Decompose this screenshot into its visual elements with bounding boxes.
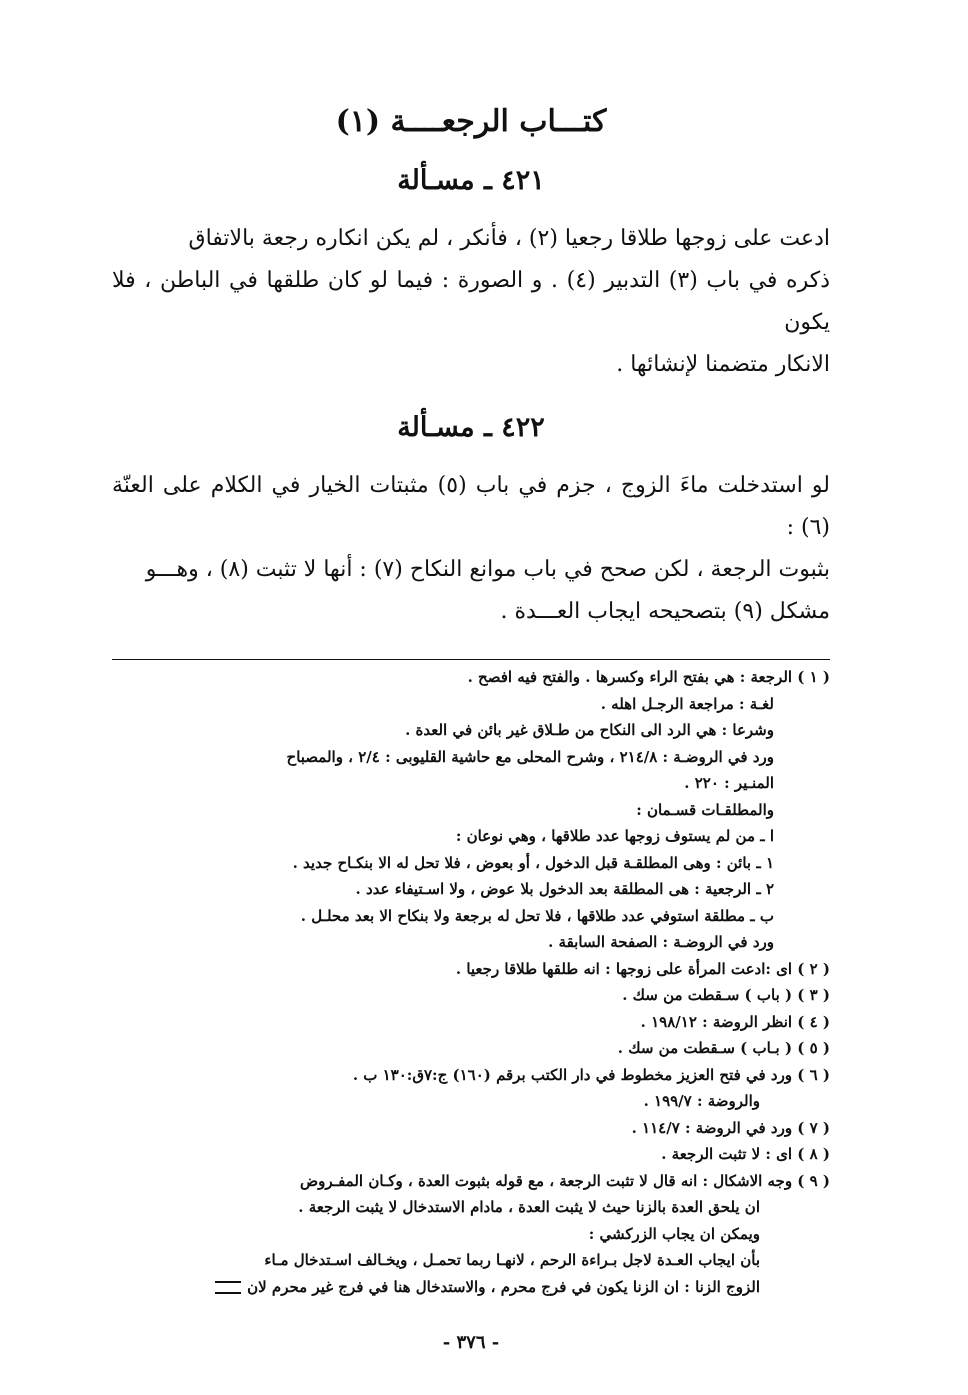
footnote-line: ( ٨ ) اى : لا تثبت الرجعة . <box>661 1145 830 1163</box>
text-line: الانكار متضمنا لإنشائها . <box>616 352 830 377</box>
footnote-line: ( ٥ ) ( بـاب ) سـقطت من سك . <box>617 1039 830 1057</box>
footnote-line: الزوج الزنا : ان الزنا يكون في فرج محرم ، والاستدخال هنا في فرج غير محرم لان <box>112 1274 830 1301</box>
footnote-line: ويمكن ان يجاب الزركشي : <box>588 1224 760 1243</box>
page-number: - ٣٧٦ - <box>442 1332 500 1353</box>
text-line: مشكل (٩) بتصحيحه ايجاب العـــدة . <box>500 599 830 624</box>
masala-heading-422: ٤٢٢ ـ مسـألة <box>397 412 545 443</box>
text-line: ادعت على زوجها طلاقا رجعيا (٢) ، فأنكر ، لم يكن انكاره رجعة بالاتفاق <box>188 226 830 251</box>
book-title: كتـــاب الرجعــــة (١) <box>335 104 607 139</box>
footnote-line: ( ١ ) الرجعة : هي بفتح الراء وكسرها . والفتح فيه افصح . <box>467 668 830 686</box>
footnote-line: لغـة : مراجعة الرجـل اهله . <box>600 694 774 713</box>
document-page <box>112 92 830 1353</box>
footnote-divider <box>112 659 830 660</box>
footnote-line: ٢ ـ الرجعية : هى المطلقة بعد الدخول بلا عوض ، ولا اسـتيفاء عدد . <box>355 880 774 898</box>
footnote-line: ( ٧ ) ورد في الروضة : ١١٤/٧ . <box>631 1118 830 1137</box>
footnote-line: ( ٣ ) ( باب ) سـقطت من سك . <box>622 986 830 1004</box>
continuation-mark <box>215 1281 241 1294</box>
masala-421-text <box>112 218 830 386</box>
footnote-line: والروضة : ١٩٩/٧ . <box>643 1092 760 1110</box>
text-line: لو استدخلت ماءَ الزوج ، جزم في باب (٥) مثبتات الخيار في الكلام على العنّة (٦) : <box>112 473 830 540</box>
masala-heading-421: ٤٢١ ـ مسـألة <box>397 165 545 196</box>
footnote-line: والمطلقـات قسـمان : <box>636 800 774 819</box>
masala-422-text <box>112 465 830 633</box>
footnote-line: ب ـ مطلقة استوفي عدد طلاقها ، فلا تحل له برجعة ولا بنكاح الا بعد محلـل . <box>300 906 774 925</box>
footnote-line: ورد في الروضـة : ٢١٤/٨ ، وشرح المحلى مع حاشية القليوبى : ٢/٤ ، والمصباح <box>286 747 774 766</box>
footnote-line: وشرعا : هي الرد الى النكاح من طـلاق غير بائن في العدة . <box>405 721 774 739</box>
footnote-line: ا ـ من لم يستوف زوجها عدد طلاقها ، وهي نوعان : <box>455 827 774 845</box>
footnote-line: بأن ايجاب العـدة لاجل بـراءة الرحم ، لانهـا ربما تحمـل ، ويخـالف اسـتدخال مـاء <box>264 1251 760 1269</box>
text-line: ذكره في باب (٣) التدبير (٤) . و الصورة : فيما لو كان طلقها في الباطن ، فلا يكون <box>112 268 830 335</box>
footnote-line: ( ٦ ) ورد في فتح العزيز مخطوط في دار الكتب برقم (١٦٠) ج:٧ق:١٣٠ ب . <box>352 1065 830 1084</box>
footnote-line: ١ ـ بائن : وهى المطلقـة قبل الدخول ، أو بعوض ، فلا تحل له الا بنكـاح جديد . <box>292 853 774 872</box>
footnote-line: ان يلحق العدة بالزنا حيث لا يثبت العدة ، مادام الاستدخال لا يثبت الرجعة . <box>298 1198 760 1216</box>
footnote-line: ( ٤ ) انظر الروضة : ١٩٨/١٢ . <box>640 1012 830 1031</box>
footnote-line: ورد في الروضـة : الصفحة السابقة . <box>548 933 774 951</box>
footnote-line: ( ٢ ) اى :ادعت المرأة على زوجها : انه طلقها طلاقا رجعيا . <box>455 959 830 978</box>
footnote-line: ( ٩ ) وجه الاشكال : انه قال لا تثبت الرجعة ، مع قوله بثبوت العدة ، وكـان المفـروض <box>300 1171 830 1190</box>
footnotes <box>112 664 830 1300</box>
text-line: بثبوت الرجعة ، لكن صحح في باب موانع النكاح (٧) : أنها لا تثبت (٨) ، وهـــو <box>145 557 830 582</box>
footnote-line: المنـير : ٢٢٠ . <box>684 774 774 792</box>
